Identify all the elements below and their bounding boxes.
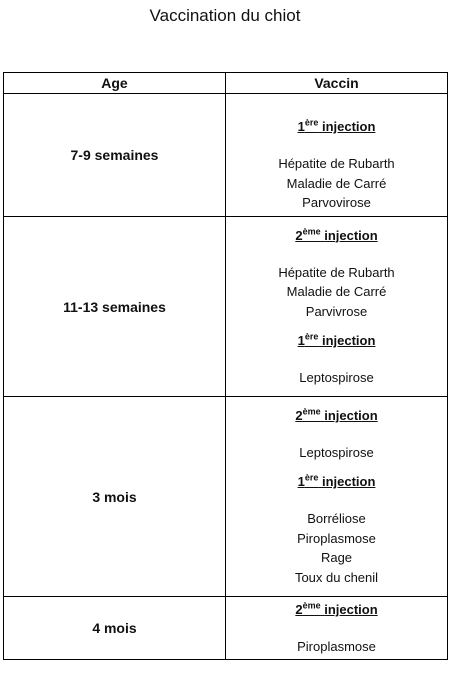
header-vaccin: Vaccin	[226, 73, 448, 94]
injection-heading	[226, 117, 447, 137]
disease-item: Leptospirose	[299, 444, 374, 460]
injection-number: 2	[295, 407, 303, 423]
injection-label: injection	[321, 119, 376, 135]
disease-item: Hépatite de Rubarth	[278, 264, 395, 280]
age-cell: 11-13 semaines	[4, 217, 226, 397]
injection-heading	[226, 600, 447, 620]
injection-ordinal: ème	[302, 600, 321, 611]
disease-item: Maladie de Carré	[286, 175, 387, 191]
disease-item: Toux du chenil	[294, 569, 379, 585]
disease-item: Parvovirose	[302, 195, 371, 211]
injection-label: injection	[324, 227, 378, 243]
injection-heading	[226, 472, 447, 492]
vaccine-cell	[226, 217, 448, 397]
injection-number: 1	[297, 333, 305, 348]
injection-ordinal: ème	[302, 406, 321, 417]
injection-number: 1	[297, 474, 305, 490]
page-title: Vaccination du chiot	[149, 6, 301, 25]
vaccine-cell	[226, 397, 448, 597]
injection-label: injection	[324, 601, 378, 617]
injection-label: injection	[321, 474, 376, 490]
vaccine-cell	[226, 597, 448, 660]
injection-ordinal: ère	[304, 117, 319, 128]
injection-label: injection	[321, 333, 376, 348]
table-row	[4, 597, 448, 660]
disease-item: Piroplasmose	[297, 638, 376, 654]
injection-ordinal: ère	[304, 331, 319, 342]
disease-item: Parvivrose	[305, 303, 368, 319]
vaccination-table	[3, 72, 448, 660]
disease-item: Rage	[320, 550, 353, 566]
age-cell: 3 mois	[4, 397, 226, 597]
injection-number: 2	[295, 601, 303, 617]
age-cell: 4 mois	[4, 597, 226, 660]
disease-item: Piroplasmose	[297, 530, 376, 546]
injection-heading	[226, 406, 447, 426]
vaccine-cell	[226, 94, 448, 217]
table-row	[4, 94, 448, 217]
disease-item: Hépatite de Rubarth	[278, 156, 395, 172]
disease-item: Borréliose	[307, 511, 366, 527]
injection-number: 2	[295, 227, 303, 243]
disease-item: Maladie de Carré	[286, 284, 387, 299]
injection-number: 1	[297, 119, 305, 135]
table-row	[4, 217, 448, 397]
header-age: Age	[4, 73, 226, 94]
injection-ordinal: ère	[304, 472, 319, 483]
table-header-row	[4, 73, 448, 94]
table-row	[4, 397, 448, 597]
injection-ordinal: ème	[302, 226, 321, 237]
injection-heading	[226, 226, 447, 246]
age-cell: 7-9 semaines	[4, 94, 226, 217]
injection-heading	[226, 331, 447, 351]
disease-item: Leptospirose	[299, 370, 374, 385]
injection-label: injection	[324, 407, 378, 423]
